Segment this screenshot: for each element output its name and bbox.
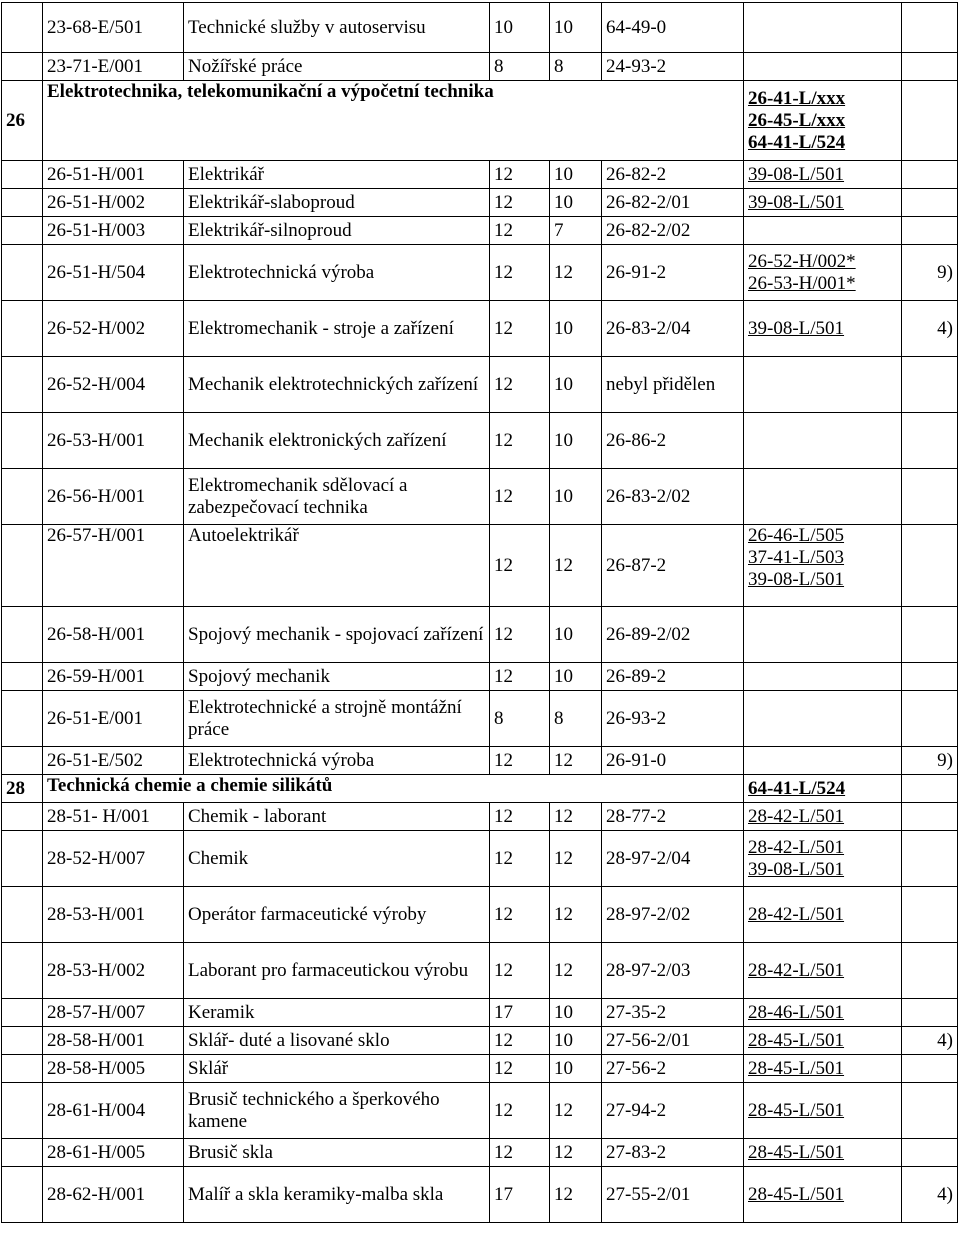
note-cell: 4) bbox=[902, 1027, 958, 1055]
field-code: 23-68-E/501 bbox=[43, 3, 184, 53]
section-spacer bbox=[2, 413, 43, 469]
section-spacer bbox=[2, 189, 43, 217]
old-code: 28-77-2 bbox=[602, 803, 744, 831]
table-row bbox=[2, 413, 958, 469]
related-code: 26-52-H/002* bbox=[748, 250, 856, 272]
field-name: Mechanik elektronických zařízení bbox=[184, 413, 490, 469]
related-codes-cell bbox=[744, 413, 902, 469]
note-cell bbox=[902, 887, 958, 943]
value-a: 12 bbox=[490, 1139, 550, 1167]
old-code: 26-83-2/02 bbox=[602, 469, 744, 525]
related-code: 28-45-L/501 bbox=[748, 1183, 845, 1205]
value-b: 12 bbox=[550, 1167, 602, 1223]
field-code: 26-56-H/001 bbox=[43, 469, 184, 525]
note-cell bbox=[902, 943, 958, 999]
section-spacer bbox=[2, 245, 43, 301]
section-row bbox=[2, 775, 958, 803]
value-b: 10 bbox=[550, 161, 602, 189]
field-code: 28-61-H/005 bbox=[43, 1139, 184, 1167]
table-row bbox=[2, 691, 958, 747]
value-a: 12 bbox=[490, 943, 550, 999]
field-name: Spojový mechanik bbox=[184, 663, 490, 691]
value-a: 12 bbox=[490, 1055, 550, 1083]
old-code: 26-86-2 bbox=[602, 413, 744, 469]
table-row bbox=[2, 1027, 958, 1055]
section-title: Elektrotechnika, telekomunikační a výpočetní technika bbox=[43, 81, 744, 161]
field-name: Technické služby v autoservisu bbox=[184, 3, 490, 53]
value-a: 12 bbox=[490, 887, 550, 943]
field-code: 26-53-H/001 bbox=[43, 413, 184, 469]
related-codes-cell bbox=[744, 943, 902, 999]
section-spacer bbox=[2, 1139, 43, 1167]
value-b: 8 bbox=[550, 53, 602, 81]
value-a: 12 bbox=[490, 525, 550, 607]
value-b: 10 bbox=[550, 469, 602, 525]
field-code: 26-51-H/002 bbox=[43, 189, 184, 217]
table-row bbox=[2, 747, 958, 775]
old-code: 26-89-2/02 bbox=[602, 607, 744, 663]
field-code: 28-53-H/001 bbox=[43, 887, 184, 943]
section-spacer bbox=[2, 1027, 43, 1055]
old-code: 27-83-2 bbox=[602, 1139, 744, 1167]
field-name: Elektromechanik sdělovací a zabezpečovací technika bbox=[184, 469, 490, 525]
value-b: 12 bbox=[550, 887, 602, 943]
old-code: 27-94-2 bbox=[602, 1083, 744, 1139]
related-codes-cell bbox=[744, 217, 902, 245]
table-row bbox=[2, 999, 958, 1027]
field-code: 26-52-H/002 bbox=[43, 301, 184, 357]
note-cell: 9) bbox=[902, 747, 958, 775]
table-row bbox=[2, 663, 958, 691]
related-code: 26-53-H/001* bbox=[748, 272, 856, 294]
old-code: 64-49-0 bbox=[602, 3, 744, 53]
value-a: 10 bbox=[490, 3, 550, 53]
field-code: 28-61-H/004 bbox=[43, 1083, 184, 1139]
related-codes-cell bbox=[744, 775, 902, 803]
value-b: 12 bbox=[550, 831, 602, 887]
field-code: 28-53-H/002 bbox=[43, 943, 184, 999]
value-b: 10 bbox=[550, 999, 602, 1027]
note-cell: 4) bbox=[902, 1167, 958, 1223]
value-a: 12 bbox=[490, 663, 550, 691]
value-b: 10 bbox=[550, 357, 602, 413]
table-row bbox=[2, 357, 958, 413]
related-codes-cell bbox=[744, 663, 902, 691]
field-name: Elektrikář-slaboproud bbox=[184, 189, 490, 217]
value-a: 12 bbox=[490, 1083, 550, 1139]
section-spacer bbox=[2, 301, 43, 357]
related-codes-cell bbox=[744, 1167, 902, 1223]
related-code: 39-08-L/501 bbox=[748, 858, 845, 880]
old-code: 26-91-2 bbox=[602, 245, 744, 301]
table-row bbox=[2, 53, 958, 81]
old-code: 26-82-2/01 bbox=[602, 189, 744, 217]
note-cell: 9) bbox=[902, 245, 958, 301]
related-code: 26-46-L/505 bbox=[748, 525, 845, 546]
field-name: Sklář bbox=[184, 1055, 490, 1083]
field-code: 26-51-E/502 bbox=[43, 747, 184, 775]
old-code: 26-82-2 bbox=[602, 161, 744, 189]
table-row bbox=[2, 3, 958, 53]
field-name: Spojový mechanik - spojovací zařízení bbox=[184, 607, 490, 663]
related-code: 28-46-L/501 bbox=[748, 1001, 845, 1023]
old-code: 26-82-2/02 bbox=[602, 217, 744, 245]
old-code: 24-93-2 bbox=[602, 53, 744, 81]
field-code: 26-58-H/001 bbox=[43, 607, 184, 663]
field-code: 26-59-H/001 bbox=[43, 663, 184, 691]
value-a: 12 bbox=[490, 747, 550, 775]
section-spacer bbox=[2, 525, 43, 607]
table-row bbox=[2, 161, 958, 189]
section-spacer bbox=[2, 1055, 43, 1083]
table-row bbox=[2, 831, 958, 887]
related-codes-cell bbox=[744, 607, 902, 663]
related-code: 28-42-L/501 bbox=[748, 836, 845, 858]
note-cell bbox=[902, 357, 958, 413]
table-body bbox=[2, 3, 958, 1223]
field-name: Elektrotechnická výroba bbox=[184, 747, 490, 775]
value-b: 10 bbox=[550, 301, 602, 357]
table-row bbox=[2, 803, 958, 831]
field-name: Mechanik elektrotechnických zařízení bbox=[184, 357, 490, 413]
old-code: 27-56-2 bbox=[602, 1055, 744, 1083]
field-name: Laborant pro farmaceutickou výrobu bbox=[184, 943, 490, 999]
note-cell bbox=[902, 413, 958, 469]
value-b: 12 bbox=[550, 943, 602, 999]
table-row bbox=[2, 1167, 958, 1223]
section-spacer bbox=[2, 663, 43, 691]
table-row bbox=[2, 607, 958, 663]
related-codes-cell bbox=[744, 747, 902, 775]
note-cell bbox=[902, 803, 958, 831]
note-cell bbox=[902, 607, 958, 663]
related-codes-cell bbox=[744, 469, 902, 525]
field-name: Elektrikář-silnoproud bbox=[184, 217, 490, 245]
field-name: Brusič technického a šperkového kamene bbox=[184, 1083, 490, 1139]
value-a: 12 bbox=[490, 245, 550, 301]
related-codes-cell bbox=[744, 53, 902, 81]
related-code: 64-41-L/524 bbox=[748, 777, 846, 799]
table-row bbox=[2, 245, 958, 301]
section-title: Technická chemie a chemie silikátů bbox=[43, 775, 744, 803]
related-code: 39-08-L/501 bbox=[748, 163, 845, 185]
related-code: 28-45-L/501 bbox=[748, 1141, 845, 1163]
fields-table bbox=[1, 2, 958, 1223]
value-b: 8 bbox=[550, 691, 602, 747]
note-cell bbox=[902, 81, 958, 161]
section-row bbox=[2, 81, 958, 161]
value-a: 12 bbox=[490, 189, 550, 217]
old-code: 26-89-2 bbox=[602, 663, 744, 691]
related-codes-cell bbox=[744, 525, 902, 607]
note-cell bbox=[902, 161, 958, 189]
old-code: 27-55-2/01 bbox=[602, 1167, 744, 1223]
related-codes-cell bbox=[744, 1055, 902, 1083]
old-code: 28-97-2/04 bbox=[602, 831, 744, 887]
note-cell bbox=[902, 1083, 958, 1139]
value-b: 12 bbox=[550, 245, 602, 301]
related-codes-cell bbox=[744, 161, 902, 189]
related-code: 28-42-L/501 bbox=[748, 903, 845, 925]
value-b: 12 bbox=[550, 803, 602, 831]
note-cell bbox=[902, 3, 958, 53]
value-b: 10 bbox=[550, 1055, 602, 1083]
table-row bbox=[2, 301, 958, 357]
note-cell: 4) bbox=[902, 301, 958, 357]
related-codes-cell bbox=[744, 245, 902, 301]
note-cell bbox=[902, 217, 958, 245]
field-name: Chemik bbox=[184, 831, 490, 887]
note-cell bbox=[902, 1139, 958, 1167]
field-name: Elektrikář bbox=[184, 161, 490, 189]
note-cell bbox=[902, 1055, 958, 1083]
section-spacer bbox=[2, 999, 43, 1027]
old-code: 27-56-2/01 bbox=[602, 1027, 744, 1055]
note-cell bbox=[902, 831, 958, 887]
section-spacer bbox=[2, 1083, 43, 1139]
section-spacer bbox=[2, 943, 43, 999]
related-codes-cell bbox=[744, 691, 902, 747]
value-b: 12 bbox=[550, 1139, 602, 1167]
field-code: 28-58-H/001 bbox=[43, 1027, 184, 1055]
value-b: 10 bbox=[550, 663, 602, 691]
value-a: 8 bbox=[490, 691, 550, 747]
field-code: 26-57-H/001 bbox=[43, 525, 184, 607]
section-number: 28 bbox=[2, 775, 43, 803]
table-row bbox=[2, 189, 958, 217]
section-spacer bbox=[2, 607, 43, 663]
field-code: 28-57-H/007 bbox=[43, 999, 184, 1027]
value-a: 12 bbox=[490, 803, 550, 831]
old-code: 26-87-2 bbox=[602, 525, 744, 607]
field-code: 28-51- H/001 bbox=[43, 803, 184, 831]
related-codes-cell bbox=[744, 3, 902, 53]
value-b: 7 bbox=[550, 217, 602, 245]
section-spacer bbox=[2, 3, 43, 53]
related-code: 26-45-L/xxx bbox=[748, 109, 846, 131]
value-b: 10 bbox=[550, 189, 602, 217]
related-code: 28-45-L/501 bbox=[748, 1057, 845, 1079]
section-spacer bbox=[2, 747, 43, 775]
value-a: 17 bbox=[490, 1167, 550, 1223]
section-spacer bbox=[2, 357, 43, 413]
table-row bbox=[2, 943, 958, 999]
section-spacer bbox=[2, 161, 43, 189]
field-code: 28-52-H/007 bbox=[43, 831, 184, 887]
related-code: 39-08-L/501 bbox=[748, 317, 845, 339]
related-code: 39-08-L/501 bbox=[748, 191, 845, 213]
section-spacer bbox=[2, 691, 43, 747]
related-codes-cell bbox=[744, 1027, 902, 1055]
section-spacer bbox=[2, 1167, 43, 1223]
note-cell bbox=[902, 53, 958, 81]
field-code: 26-51-H/504 bbox=[43, 245, 184, 301]
value-b: 10 bbox=[550, 607, 602, 663]
related-codes-cell bbox=[744, 831, 902, 887]
old-code: 26-93-2 bbox=[602, 691, 744, 747]
value-a: 12 bbox=[490, 1027, 550, 1055]
value-a: 12 bbox=[490, 607, 550, 663]
section-spacer bbox=[2, 469, 43, 525]
old-code: 26-83-2/04 bbox=[602, 301, 744, 357]
field-name: Keramik bbox=[184, 999, 490, 1027]
related-codes-cell bbox=[744, 1139, 902, 1167]
value-a: 12 bbox=[490, 301, 550, 357]
value-a: 12 bbox=[490, 161, 550, 189]
related-code: 28-45-L/501 bbox=[748, 1099, 845, 1121]
value-a: 17 bbox=[490, 999, 550, 1027]
related-code: 37-41-L/503 bbox=[748, 547, 845, 568]
related-code: 28-45-L/501 bbox=[748, 1029, 845, 1051]
value-b: 10 bbox=[550, 1027, 602, 1055]
table-row bbox=[2, 1139, 958, 1167]
table-row bbox=[2, 217, 958, 245]
value-b: 12 bbox=[550, 525, 602, 607]
note-cell bbox=[902, 691, 958, 747]
table-row bbox=[2, 1055, 958, 1083]
value-a: 12 bbox=[490, 469, 550, 525]
field-code: 26-52-H/004 bbox=[43, 357, 184, 413]
field-name: Nožířské práce bbox=[184, 53, 490, 81]
value-b: 12 bbox=[550, 747, 602, 775]
field-name: Brusič skla bbox=[184, 1139, 490, 1167]
note-cell bbox=[902, 999, 958, 1027]
section-spacer bbox=[2, 53, 43, 81]
value-a: 8 bbox=[490, 53, 550, 81]
related-codes-cell bbox=[744, 301, 902, 357]
section-spacer bbox=[2, 887, 43, 943]
field-name: Operátor farmaceutické výroby bbox=[184, 887, 490, 943]
value-b: 12 bbox=[550, 1083, 602, 1139]
related-code: 26-41-L/xxx bbox=[748, 87, 846, 109]
old-code: 26-91-0 bbox=[602, 747, 744, 775]
related-codes-cell bbox=[744, 999, 902, 1027]
value-b: 10 bbox=[550, 413, 602, 469]
related-codes-cell bbox=[744, 803, 902, 831]
note-cell bbox=[902, 525, 958, 607]
note-cell bbox=[902, 663, 958, 691]
section-spacer bbox=[2, 803, 43, 831]
old-code: 28-97-2/02 bbox=[602, 887, 744, 943]
note-cell bbox=[902, 469, 958, 525]
value-a: 12 bbox=[490, 217, 550, 245]
related-code: 64-41-L/524 bbox=[748, 131, 846, 153]
note-cell bbox=[902, 189, 958, 217]
note-cell bbox=[902, 775, 958, 803]
value-a: 12 bbox=[490, 413, 550, 469]
related-code: 28-42-L/501 bbox=[748, 959, 845, 981]
field-name: Autoelektrikář bbox=[184, 525, 490, 607]
old-code: nebyl přidělen bbox=[602, 357, 744, 413]
related-codes-cell bbox=[744, 81, 902, 161]
field-name: Elektrotechnická výroba bbox=[184, 245, 490, 301]
old-code: 28-97-2/03 bbox=[602, 943, 744, 999]
related-code: 39-08-L/501 bbox=[748, 569, 845, 590]
related-codes-cell bbox=[744, 357, 902, 413]
table-row bbox=[2, 525, 958, 607]
value-b: 10 bbox=[550, 3, 602, 53]
field-code: 28-62-H/001 bbox=[43, 1167, 184, 1223]
table-row bbox=[2, 887, 958, 943]
field-code: 28-58-H/005 bbox=[43, 1055, 184, 1083]
old-code: 27-35-2 bbox=[602, 999, 744, 1027]
field-code: 23-71-E/001 bbox=[43, 53, 184, 81]
section-number: 26 bbox=[2, 81, 43, 161]
value-a: 12 bbox=[490, 357, 550, 413]
field-name: Elektromechanik - stroje a zařízení bbox=[184, 301, 490, 357]
section-spacer bbox=[2, 831, 43, 887]
related-codes-cell bbox=[744, 189, 902, 217]
table-row bbox=[2, 1083, 958, 1139]
field-code: 26-51-E/001 bbox=[43, 691, 184, 747]
section-spacer bbox=[2, 217, 43, 245]
value-a: 12 bbox=[490, 831, 550, 887]
related-codes-cell bbox=[744, 1083, 902, 1139]
field-name: Sklář- duté a lisované sklo bbox=[184, 1027, 490, 1055]
field-code: 26-51-H/001 bbox=[43, 161, 184, 189]
field-name: Malíř a skla keramiky-malba skla bbox=[184, 1167, 490, 1223]
field-name: Elektrotechnické a strojně montážní práce bbox=[184, 691, 490, 747]
related-codes-cell bbox=[744, 887, 902, 943]
table-row bbox=[2, 469, 958, 525]
field-name: Chemik - laborant bbox=[184, 803, 490, 831]
related-code: 28-42-L/501 bbox=[748, 805, 845, 827]
field-code: 26-51-H/003 bbox=[43, 217, 184, 245]
